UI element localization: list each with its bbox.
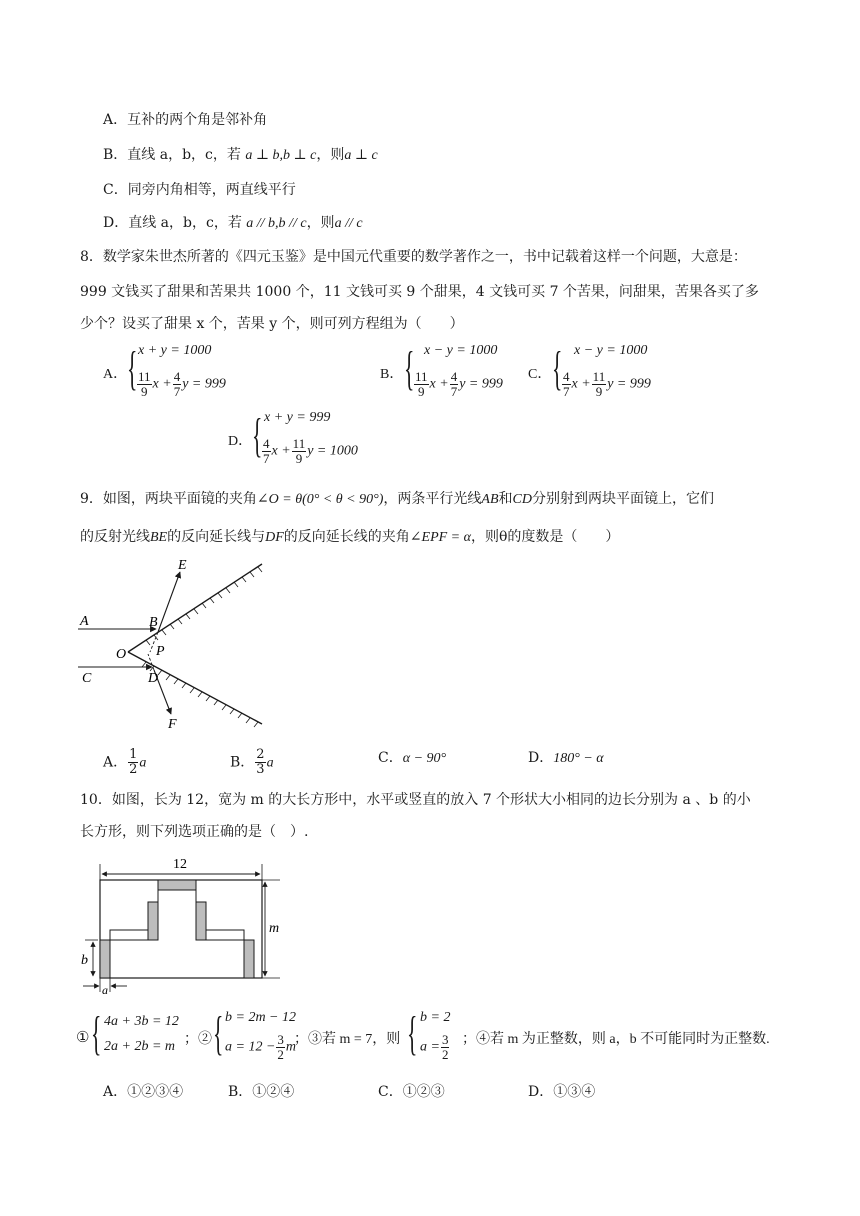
q10-option-b: B．①②④ (228, 1084, 295, 1100)
q7-option-d (103, 213, 363, 234)
label-d: D (148, 671, 159, 686)
statement-1-eq2: 2a + 2b = m (104, 1039, 176, 1054)
dim-right: m (269, 921, 280, 936)
q10-option-d: D．①③④ (528, 1084, 596, 1100)
q10-option-c: C．①②③ (378, 1084, 445, 1100)
q8-option-d (228, 410, 408, 470)
q7-option-d-result: a // c (334, 216, 363, 231)
q8-option-c-eq2: $\frac{4}{7}$ x + $\frac{11}{9}$ y = 999 (563, 369, 651, 399)
q8-option-d-label: D． (228, 434, 253, 449)
q7-option-b-result: a ⊥ c (344, 148, 378, 163)
q9-angle-o: ∠O = θ(0° < θ < 90°) (256, 492, 384, 507)
brace-icon: { (127, 342, 138, 395)
brace-icon: { (213, 1007, 224, 1060)
small-rect-4 (158, 880, 196, 890)
statement-4-text: ；④若 m 为正整数，则 a，b 不可能同时为正整数. (462, 1032, 770, 1047)
q8-option-d-eq1: x + y = 999 (264, 410, 331, 425)
q9-stem-line2: 的反射光线BE的反向延长线与DF的反向延长线的夹角∠EPF = α，则θ的度数是（ ） (80, 529, 620, 545)
q8-option-a-eq1: x + y = 1000 (138, 343, 212, 358)
statement-3-text: ；③若 m = 7，则 (294, 1032, 401, 1047)
q8-stem-line3: 少个？设买了甜果 x 个，苦果 y 个，则可列方程组为（ ） (80, 316, 464, 332)
q10-stem-line2: 长方形，则下列选项正确的是（ ）. (80, 824, 309, 840)
brace-icon: { (404, 342, 415, 395)
q7-option-d-then: ，则 (306, 215, 335, 231)
q7-option-d-text: D．直线 a，b，c，若 (103, 215, 242, 231)
label-f: F (168, 717, 177, 732)
q9-option-b: B． $\frac{2}{3}$ a (230, 747, 274, 777)
q8-option-c (528, 343, 688, 403)
brace-icon: { (407, 1007, 418, 1060)
label-c: C (82, 671, 92, 686)
statement-1-eq1: 4a + 3b = 12 (104, 1014, 179, 1029)
rectangles-diagram (75, 852, 290, 997)
q9-stem-line1: 9．如图，两块平面镜的夹角∠O = θ(0° < θ < 90°)，两条平行光线AB和CD分别射到两块平面镜上，它们 (80, 491, 714, 507)
brace-icon: { (252, 409, 263, 462)
q7-option-a: A．互补的两个角是邻补角 (103, 112, 268, 128)
q9-option-a: A． $\frac{1}{2}$ a (103, 747, 147, 777)
q7-option-b (103, 145, 378, 166)
q7-option-b-then: ，则 (316, 147, 345, 163)
q9-option-c: C．α − 90° (378, 750, 447, 766)
brace-icon: { (91, 1007, 102, 1060)
upper-mirror-hatching (146, 567, 262, 645)
label-o: O (116, 647, 127, 662)
q7-option-b-condition: a ⊥ b,b ⊥ c (245, 148, 317, 163)
q8-stem-line1: 8．数学家朱世杰所著的《四元玉鉴》是中国元代重要的数学著作之一，书中记载着这样一个问题，大意是： (80, 249, 747, 265)
dashed-extension-df (148, 654, 154, 670)
statement-2-eq2: a = 12 − $\frac{3}{2}$ m (225, 1032, 297, 1062)
small-rect-2 (110, 930, 148, 940)
q8-option-d-eq2: $\frac{4}{7}$ x + $\frac{11}{9}$ y = 1000 (263, 436, 358, 466)
q8-option-b-eq1: x − y = 1000 (424, 343, 498, 358)
small-rect-3 (148, 902, 158, 940)
q8-option-c-eq1: x − y = 1000 (574, 343, 648, 358)
mirror-diagram (70, 552, 280, 737)
dim-left: b (81, 953, 88, 968)
small-rect-6 (206, 930, 244, 940)
ray-be (158, 572, 180, 632)
q8-option-b (380, 343, 540, 403)
q8-option-a-eq2: $\frac{11}{9}$ x + $\frac{4}{7}$ y = 999 (138, 369, 226, 399)
q7-option-c: C．同旁内角相等，两直线平行 (103, 182, 296, 198)
q8-option-c-label: C． (528, 367, 552, 382)
statement-3-eq1: b = 2 (420, 1010, 451, 1025)
small-rect-1 (100, 940, 110, 978)
statement-1-mark: ① (76, 1030, 90, 1046)
statement-2-mark: ；② (184, 1032, 212, 1047)
brace-icon: { (552, 342, 563, 395)
q8-stem-line2: 999 文钱买了甜果和苦果共 1000 个，11 文钱可买 9 个甜果，4 文钱可买 7 个苦果，问甜果，苦果各买了多 (80, 284, 759, 300)
q8-option-b-eq2: $\frac{11}{9}$ x + $\frac{4}{7}$ y = 999 (415, 369, 503, 399)
q10-stem-line1: 10．如图，长为 12，宽为 m 的大长方形中，水平或竖直的放入 7 个形状大小相同的边长分别为 a 、b 的小 (80, 792, 751, 808)
dim-top: 12 (173, 857, 187, 872)
big-rectangle (100, 880, 262, 978)
label-a: A (80, 614, 89, 629)
dim-bottom: a (102, 983, 108, 997)
label-p: P (156, 644, 165, 659)
small-rect-7 (244, 940, 254, 978)
q9-option-d: D．180° − α (528, 750, 604, 766)
label-b: B (149, 615, 158, 630)
q9-angle-epf: ∠EPF = α (409, 530, 471, 545)
statement-3-eq2: a = $\frac{3}{2}$ (420, 1032, 449, 1062)
q8-option-a (103, 343, 303, 403)
small-rect-5 (196, 902, 206, 940)
small-rectangles (100, 880, 254, 978)
lower-mirror-hatching (142, 662, 258, 727)
q7-option-d-condition: a // b,b // c (246, 216, 307, 231)
q7-option-b-text: B．直线 a，b，c，若 (103, 147, 241, 163)
q10-statements (76, 1008, 796, 1068)
statement-2-eq1: b = 2m − 12 (225, 1010, 297, 1025)
q8-option-a-label: A． (103, 367, 128, 382)
label-e: E (178, 558, 187, 573)
q8-option-b-label: B． (380, 367, 404, 382)
q10-option-a: A．①②③④ (103, 1084, 184, 1100)
